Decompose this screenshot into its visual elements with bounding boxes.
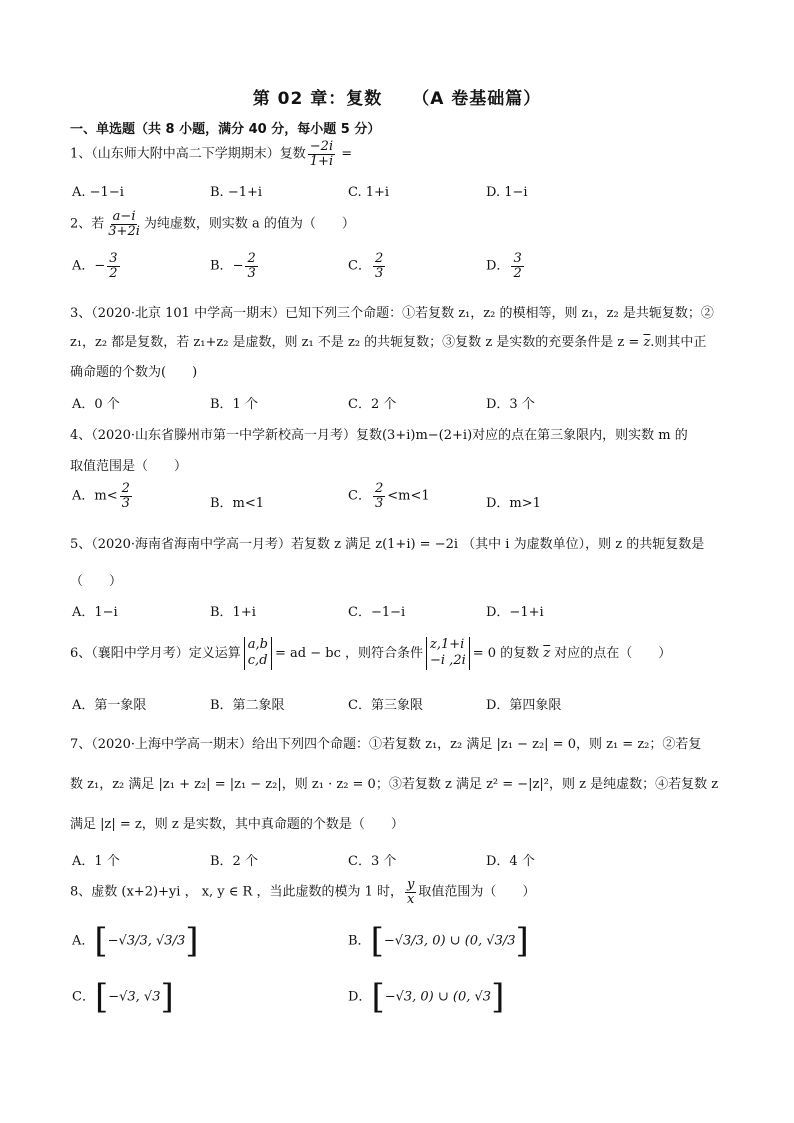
q3-option-a[interactable]: A．0 个	[72, 397, 120, 412]
q2-a-den: 2	[109, 265, 118, 281]
q1-frac-num: −2i	[309, 139, 334, 154]
q8-option-c[interactable]: C．[−√3, √3]	[72, 977, 174, 1017]
q6-stem-post: = 0 的复数	[472, 645, 544, 661]
q3-option-b[interactable]: B．1 个	[210, 397, 258, 412]
q3-line-3: 确命题的个数为( )	[70, 365, 198, 380]
q7-option-c[interactable]: C．3 个	[348, 854, 397, 869]
q8-option-b[interactable]: B．[−√3/3, 0) ∪ (0, √3/3]	[348, 921, 529, 961]
q4-line-1: 4、（2020·山东省滕州市第一中学新校高一月考）复数(3+i)m−(2+i)对应的点在第三象限内，则实数 m 的	[70, 428, 688, 443]
q1-frac-den: 1+i	[309, 153, 334, 169]
q4-option-b[interactable]: B．m<1	[210, 496, 265, 511]
q3-option-c[interactable]: C．2 个	[348, 397, 397, 412]
q2-b-sign: −	[232, 258, 244, 274]
q5-line-2: （ ）	[70, 574, 123, 589]
q6-det1-bot: c,d	[247, 653, 268, 669]
q4-c-den: 3	[374, 495, 384, 511]
q6-det1-top: a,b	[247, 637, 268, 652]
q3-line2-post: .则其中正	[650, 335, 707, 350]
q8-b-letter: B．	[348, 933, 371, 949]
q1-stem-post: =	[337, 146, 353, 162]
q6-determinant-1	[244, 637, 272, 670]
q2-fraction	[106, 210, 142, 238]
q1-option-a[interactable]: A. −1−i	[72, 185, 124, 200]
q2-frac-den: 3+2i	[108, 223, 140, 239]
q6-stem-end: 对应的点在（ ）	[550, 645, 672, 661]
section-heading: 一、单选题（共 8 小题，满分 40 分，每小题 5 分）	[70, 122, 381, 137]
q2-c-den: 3	[374, 265, 384, 281]
question-1-stem	[70, 140, 730, 168]
q4-line-2: 取值范围是（ ）	[70, 459, 188, 474]
title-sub: （A 卷基础篇）	[412, 89, 542, 109]
q2-option-c[interactable]	[348, 252, 387, 280]
q3-line-1: 3、（2020·北京 101 中学高一期末）已知下列三个命题：①若复数 z₁，z₂ 的模相等，则 z₁，z₂ 是共轭复数；②	[70, 306, 714, 321]
q1-option-b[interactable]: B. −1+i	[210, 185, 263, 200]
q1-stem-pre: 1、（山东师大附中高二下学期期末）复数	[70, 146, 306, 162]
q2-b-frac	[245, 252, 257, 280]
q7-option-a[interactable]: A．1 个	[72, 854, 120, 869]
q7-line-3: 满足 |z| = z，则 z 是实数，其中真命题的个数是（ ）	[70, 817, 404, 832]
q6-determinant-2	[426, 637, 470, 670]
q2-c-letter: C．	[348, 258, 371, 274]
q6-option-d[interactable]: D．第四象限	[486, 698, 562, 713]
q6-stem-mid: = ad − bc ，则符合条件	[275, 645, 423, 661]
q2-a-num: 3	[109, 251, 118, 266]
q8-option-d[interactable]: D．[−√3, 0) ∪ (0, √3]	[348, 977, 505, 1017]
q7-option-d[interactable]: D．4 个	[486, 854, 535, 869]
q4-option-a[interactable]	[72, 482, 134, 510]
q2-option-d[interactable]	[486, 252, 526, 280]
q2-b-num: 2	[247, 251, 256, 266]
q8-fraction	[405, 878, 416, 906]
q4-c-post: <m<1	[387, 488, 430, 504]
q2-a-sign: −	[94, 258, 106, 274]
q2-d-letter: D．	[486, 258, 510, 274]
q2-d-frac	[511, 252, 523, 280]
page-title	[0, 84, 794, 109]
q1-option-d[interactable]: D. 1−i	[486, 185, 528, 200]
title-main: 第 02 章：复数	[252, 89, 383, 109]
question-6-stem	[70, 637, 730, 670]
q2-stem-post: 为纯虚数，则实数 a 的值为（ ）	[143, 216, 355, 232]
question-8-stem	[70, 878, 730, 906]
q2-b-den: 3	[247, 265, 256, 281]
q5-option-d[interactable]: D．−1+i	[486, 605, 544, 620]
q6-option-b[interactable]: B．第二象限	[210, 698, 285, 713]
q4-a-den: 3	[121, 495, 130, 511]
q4-a-pre: A．m<	[72, 488, 118, 504]
q2-option-a[interactable]	[72, 252, 122, 280]
q4-a-num: 2	[121, 481, 130, 496]
q6-option-a[interactable]: A．第一象限	[72, 698, 147, 713]
q8-a-expr: −√3/3, √3/3	[107, 933, 186, 949]
q2-b-letter: B．	[210, 258, 233, 274]
q4-c-num: 2	[374, 481, 384, 496]
q8-c-letter: C．	[72, 989, 95, 1005]
q4-a-frac	[120, 482, 132, 510]
q6-option-c[interactable]: C．第三象限	[348, 698, 423, 713]
q6-stem-pre: 6、（襄阳中学月考）定义运算	[70, 645, 241, 661]
q2-option-b[interactable]	[210, 252, 260, 280]
q2-d-num: 3	[513, 251, 522, 266]
q6-det2-bot: −i ,2i	[430, 653, 466, 669]
q3-option-d[interactable]: D．3 个	[486, 397, 535, 412]
q4-option-c[interactable]	[348, 482, 430, 510]
q8-c-expr: −√3, √3	[108, 989, 161, 1005]
q4-option-d[interactable]: D．m>1	[486, 496, 541, 511]
q2-a-letter: A．	[72, 258, 95, 274]
q5-option-a[interactable]: A．1−i	[72, 605, 118, 620]
q4-c-frac	[373, 482, 385, 510]
q5-option-b[interactable]: B．1+i	[210, 605, 256, 620]
q5-option-c[interactable]: C．−1−i	[348, 605, 406, 620]
q7-line-2: 数 z₁，z₂ 满足 |z₁ + z₂| = |z₁ − z₂|，则 z₁ · z₂ = 0；③若复数 z 满足 z² = −|z|²，则 z 是纯虚数；④若复数 z	[70, 777, 719, 792]
q2-frac-num: a−i	[112, 209, 136, 224]
q3-conj-z: $\overline{z}$	[643, 335, 651, 350]
q2-d-den: 2	[513, 265, 522, 281]
q3-line2-pre: z₁，z₂ 都是复数，若 z₁+z₂ 是虚数，则 z₁ 不是 z₂ 的共轭复数；③复数 z 是实数的充要条件是 z =	[70, 335, 644, 350]
q8-b-expr: −√3/3, 0) ∪ (0, √3/3	[383, 933, 516, 949]
q8-stem-pre: 8、虚数 (x+2)+yi ， x, y ∈ R ，当此虚数的模为 1 时，	[70, 884, 403, 900]
q3-line-2	[70, 331, 730, 350]
q8-d-letter: D．	[348, 989, 372, 1005]
q6-det2-top: z,1+i	[430, 637, 465, 652]
q6-conj-z: $\overline{z}$	[543, 645, 551, 661]
q2-c-num: 2	[374, 251, 384, 266]
q2-stem-pre: 2、若	[70, 216, 105, 232]
q7-option-b[interactable]: B．2 个	[210, 854, 258, 869]
q2-c-frac	[373, 252, 385, 280]
q8-stem-post: 取值范围为（ ）	[418, 884, 536, 900]
q2-a-frac	[107, 252, 119, 280]
q4-c-pre: C．	[348, 488, 371, 504]
q8-a-letter: A．	[72, 933, 95, 949]
q5-line-1: 5、（2020·海南省海南中学高一月考）若复数 z 满足 z(1+i) = −2i （其中 i 为虚数单位），则 z 的共轭复数是	[70, 537, 705, 552]
q8-option-a[interactable]: A．[−√3/3, √3/3]	[72, 921, 199, 961]
q7-line-1: 7、（2020·上海中学高一期末）给出下列四个命题：①若复数 z₁，z₂ 满足 |z₁ − z₂| = 0，则 z₁ = z₂；②若复	[70, 737, 702, 752]
q1-option-c[interactable]: C. 1+i	[348, 185, 390, 200]
q8-d-expr: −√3, 0) ∪ (0, √3	[384, 989, 492, 1005]
q8-frac-den: x	[407, 891, 415, 907]
question-2-stem	[70, 210, 730, 238]
q8-frac-num: y	[407, 877, 415, 892]
q1-fraction	[308, 140, 335, 168]
